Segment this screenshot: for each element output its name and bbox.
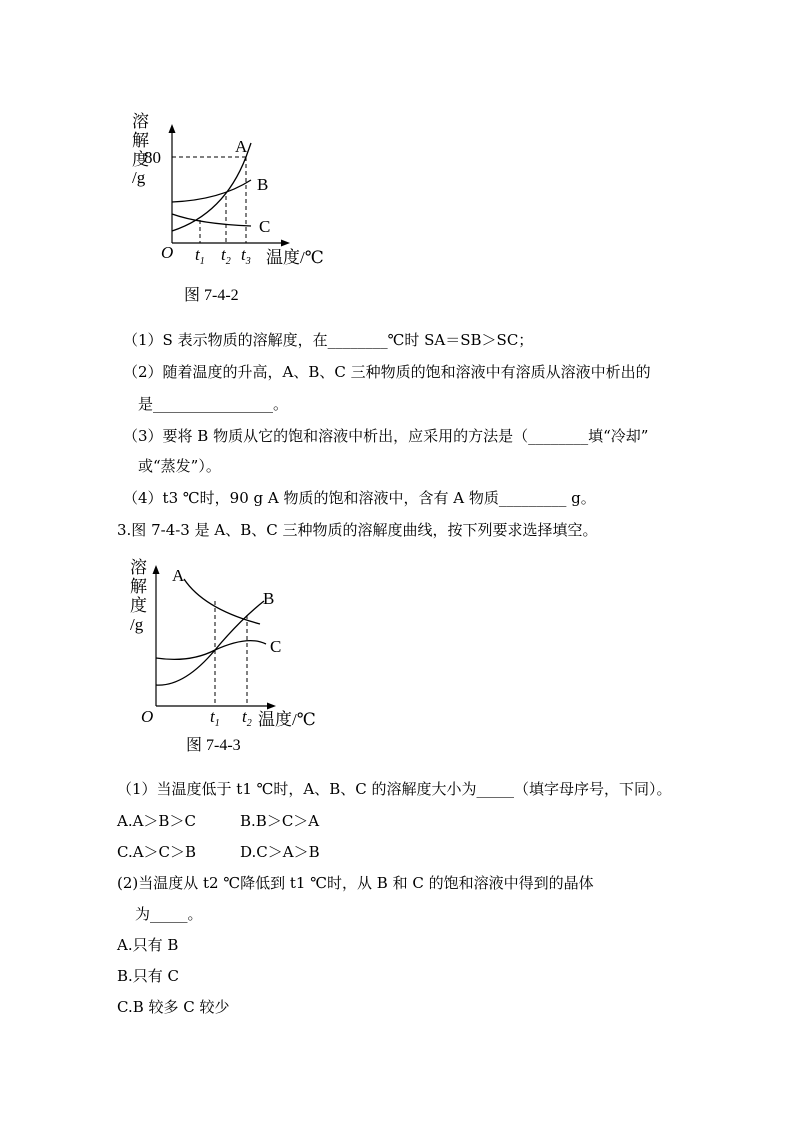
q3-title: 3.图 7-4-3 是 A、B、C 三种物质的溶解度曲线，按下列要求选择填空。 [117,521,598,539]
x-tick-t2: $t_2$ [242,707,252,729]
q3-option: B.只有 C [117,967,180,985]
curve-label-a: A [235,137,248,156]
curve-b [156,601,264,685]
curve-b [172,180,251,202]
curve-label-c: C [259,217,271,236]
x-tick-t2: $t_2$ [221,245,231,267]
q3-option: B.B＞C＞A [240,812,320,830]
y-axis-label-char: 度 [132,150,149,169]
q3-item-1: （1）当温度低于 t1 ℃时，A、B、C 的溶解度大小为_____（填字母序号，下同）。 [117,780,672,798]
y-tick-80: 80 [144,148,161,167]
y-axis-label-char: 度 [130,596,147,615]
curve-label-a: A [172,566,185,585]
y-axis-label-char: 解 [130,577,147,596]
q3-item-2-cont: 为_____。 [135,905,203,923]
x-axis-label: 温度/℃ [258,710,316,729]
curve-label-b: B [263,589,275,608]
solubility-chart-7-4-2 [120,100,360,310]
curve-label-b: B [257,175,269,194]
q2-item-1: （1）S 表示物质的溶解度，在________℃时 SA＝SB＞SC； [123,331,534,349]
q3-option: C.A＞C＞B [117,843,197,861]
figure-caption: 图 7-4-2 [184,287,239,304]
curve-c [156,641,266,660]
y-axis-label-char: 溶 [132,112,149,131]
curve-c [172,214,251,226]
y-axis-label-char: /g [130,615,144,634]
y-axis-label-char: 解 [132,131,149,150]
x-tick-t1: $t_1$ [195,245,205,267]
figure-caption: 图 7-4-3 [186,737,241,754]
q2-item-4: （4）t3 ℃时，90 g A 物质的饱和溶液中，含有 A 物质_________ g。 [123,489,596,507]
origin-label: O [161,243,174,262]
x-axis-arrow [281,240,290,247]
x-tick-t1: $t_1$ [210,707,220,729]
solubility-chart-7-4-3 [120,553,360,763]
q3-option: D.C＞A＞B [240,843,320,861]
q3-option: A.只有 B [117,936,179,954]
y-axis-arrow [169,124,176,133]
y-axis-label-char: 溶 [130,558,147,577]
x-axis-arrow [267,703,276,710]
origin-label: O [141,707,154,726]
curve-a [184,579,260,624]
q2-item-3: （3）要将 B 物质从它的饱和溶液中析出，应采用的方法是（________填“冷却” [123,427,649,445]
q2-item-2-cont: 是________________。 [138,395,289,413]
q3-option: C.B 较多 C 较少 [117,998,230,1016]
q2-item-2: （2）随着温度的升高，A、B、C 三种物质的饱和溶液中有溶质从溶液中析出的 [123,363,651,381]
q3-option: A.A＞B＞C [117,812,196,830]
y-axis-arrow [153,565,160,574]
q3-item-2: (2)当温度从 t2 ℃降低到 t1 ℃时，从 B 和 C 的饱和溶液中得到的晶体 [117,874,594,892]
curve-label-c: C [270,637,282,656]
x-tick-t3: $t_3$ [241,245,251,267]
q2-item-3-cont: 或“蒸发”）。 [138,457,221,475]
y-axis-label-char: /g [132,168,146,187]
x-axis-label: 温度/℃ [266,248,324,267]
